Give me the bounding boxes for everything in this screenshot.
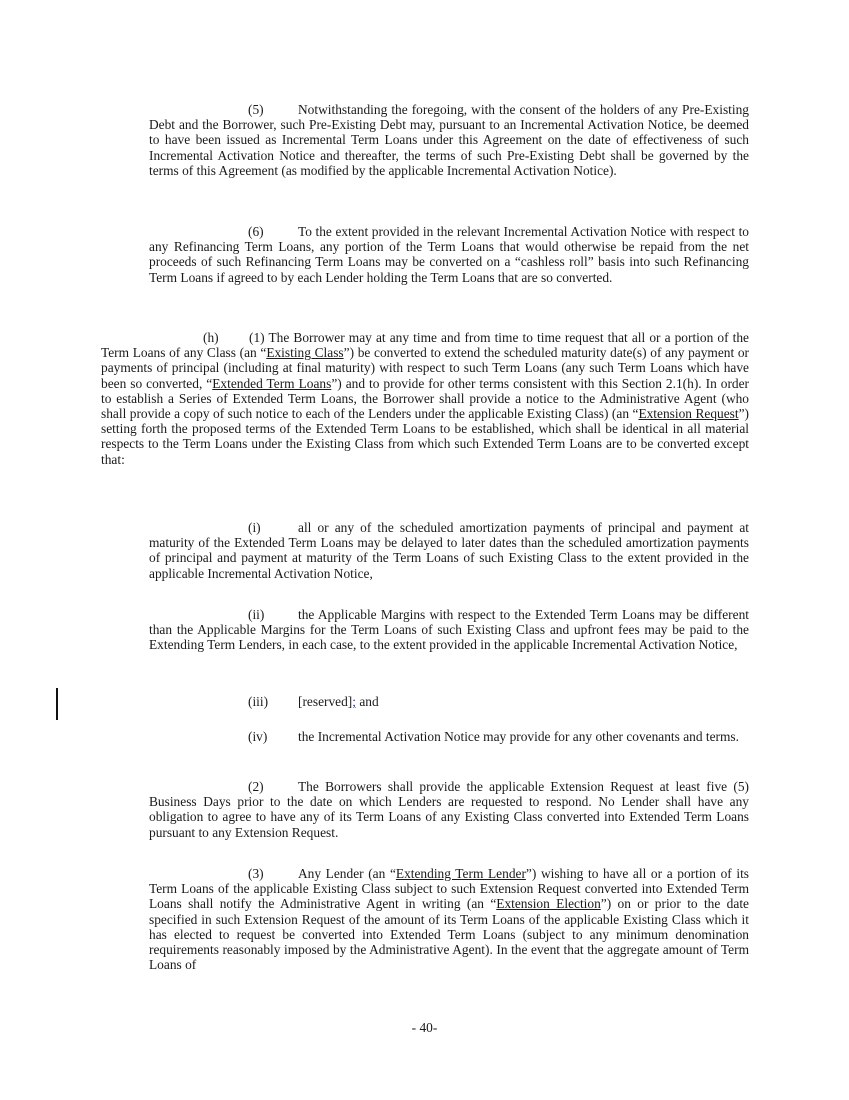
paragraph-iv-text: the Incremental Activation Notice may provide for any other covenants and terms.	[298, 729, 739, 744]
paragraph-h	[101, 330, 749, 467]
paragraph-2-text: The Borrowers shall provide the applicable Extension Request at least five (5) Business Days prior to the date on which Lenders are requested to respond. No Lender shall have any obligation to agree to have any of its Term Loans of any Existing Class converted into Extended Term Loans pursuant to any Extension Request.	[149, 779, 749, 840]
paragraph-iv-number: (iv)	[248, 729, 268, 744]
paragraph-5-text: Notwithstanding the foregoing, with the consent of the holders of any Pre-Existing Debt and the Borrower, such Pre-Existing Debt may, pursuant to an Incremental Activation Notice, be deemed to have been issued as Incremental Term Loans under this Agreement on the date of effectiveness of such Incremental Activation Notice and thereafter, the terms of such Pre-Existing Debt shall be governed by the terms of this Agreement (as modified by the applicable Incremental Activation Notice).	[149, 102, 749, 178]
revision-change-bar	[56, 688, 58, 720]
paragraph-iv	[149, 729, 749, 744]
paragraph-3-number: (3)	[248, 866, 264, 881]
defined-term-extension-election: Extension Election	[496, 896, 601, 912]
paragraph-h-number: (h)	[203, 330, 219, 345]
defined-term-existing-class: Existing Class	[266, 345, 344, 361]
paragraph-iii-text: [reserved]	[298, 694, 353, 709]
page-number: - 40-	[411, 1020, 438, 1035]
paragraph-i-text: all or any of the scheduled amortization payments of principal and payment at maturity of the Extended Term Loans may be delayed to later dates than the scheduled amortization payments of principal and payment at maturity of the Term Loans of such Existing Class to the extent provided in the applicable Incremental Activation Notice,	[149, 520, 749, 581]
paragraph-ii	[149, 607, 749, 653]
paragraph-ii-number: (ii)	[248, 607, 265, 622]
paragraph-3	[149, 866, 749, 972]
paragraph-6-text: To the extent provided in the relevant Incremental Activation Notice with respect to any Refinancing Term Loans, any portion of the Term Loans that would otherwise be repaid from the net proceeds of such Refinancing Term Loans may be converted on a “cashless roll” basis into such Refinancing Term Loans if agreed to by each Lender holding the Term Loans that are so converted.	[149, 224, 749, 285]
defined-term-extension-request: Extension Request	[638, 406, 739, 422]
defined-term-extending-term-lender: Extending Term Lender	[395, 866, 526, 881]
paragraph-h-text-3: ”) and to provide for other terms consistent with this Section 2.1(h). In order to establish a Series of Extended Term Loans, the Borrower shall provide a notice to the Administrative Agent (who shall provide a copy of such notice to each of the Lenders under the applicable Existing Class) (an “	[101, 375, 750, 422]
paragraph-6	[149, 224, 749, 285]
paragraph-h-text-4: ”) setting forth the proposed terms of the Extended Term Loans to be established, which shall be identical in all material respects to the Term Loans under the Existing Class from which such Extended Term Loans are to be converted except that:	[101, 406, 749, 467]
defined-term-extended-term-loans: Extended Term Loans	[212, 375, 332, 391]
paragraph-6-number: (6)	[248, 224, 264, 239]
paragraph-2-number: (2)	[248, 779, 264, 794]
paragraph-3-text-3: ”) on or prior to the date specified in such Extension Request of the amount of its Term Loans of the applicable Existing Class which it has elected to request be converted into Extended Term Loans (subject to any minimum denomination requirements reasonably imposed by the Administrative Agent). In the event that the aggregate amount of Term Loans of	[149, 896, 749, 973]
paragraph-i-number: (i)	[248, 520, 261, 535]
paragraph-5-number: (5)	[248, 102, 264, 117]
paragraph-2	[149, 779, 749, 840]
paragraph-3-text-1: Any Lender (an “	[298, 866, 396, 881]
inserted-revision-mark: ;	[352, 694, 357, 709]
paragraph-3-text-2: ”) wishing to have all or a portion of its Term Loans of the applicable Existing Class subject to such Extension Request converted into Extended Term Loans shall notify the Administrative Agent in writing (an “	[149, 866, 749, 912]
paragraph-5	[149, 102, 749, 178]
paragraph-iii-text-end: and	[356, 694, 379, 709]
paragraph-i	[149, 520, 749, 581]
paragraph-h-text-1: (1) The Borrower may at any time and from time to time request that all or a portion of the Term Loans of any Class (an “	[101, 330, 749, 361]
paragraph-iii	[149, 694, 749, 709]
paragraph-ii-text: the Applicable Margins with respect to the Extended Term Loans may be different than the Applicable Margins for the Term Loans of such Existing Class and upfront fees may be paid to the Extending Term Lenders, in each case, to the extent provided in the applicable Incremental Activation Notice,	[149, 607, 749, 653]
paragraph-iii-number: (iii)	[248, 694, 269, 709]
paragraph-h-text-2: ”) be converted to extend the scheduled maturity date(s) of any payment or payments of principal (including at final maturity) with respect to such Term Loans (any such Term Loans which have been so converted, “	[101, 345, 749, 391]
